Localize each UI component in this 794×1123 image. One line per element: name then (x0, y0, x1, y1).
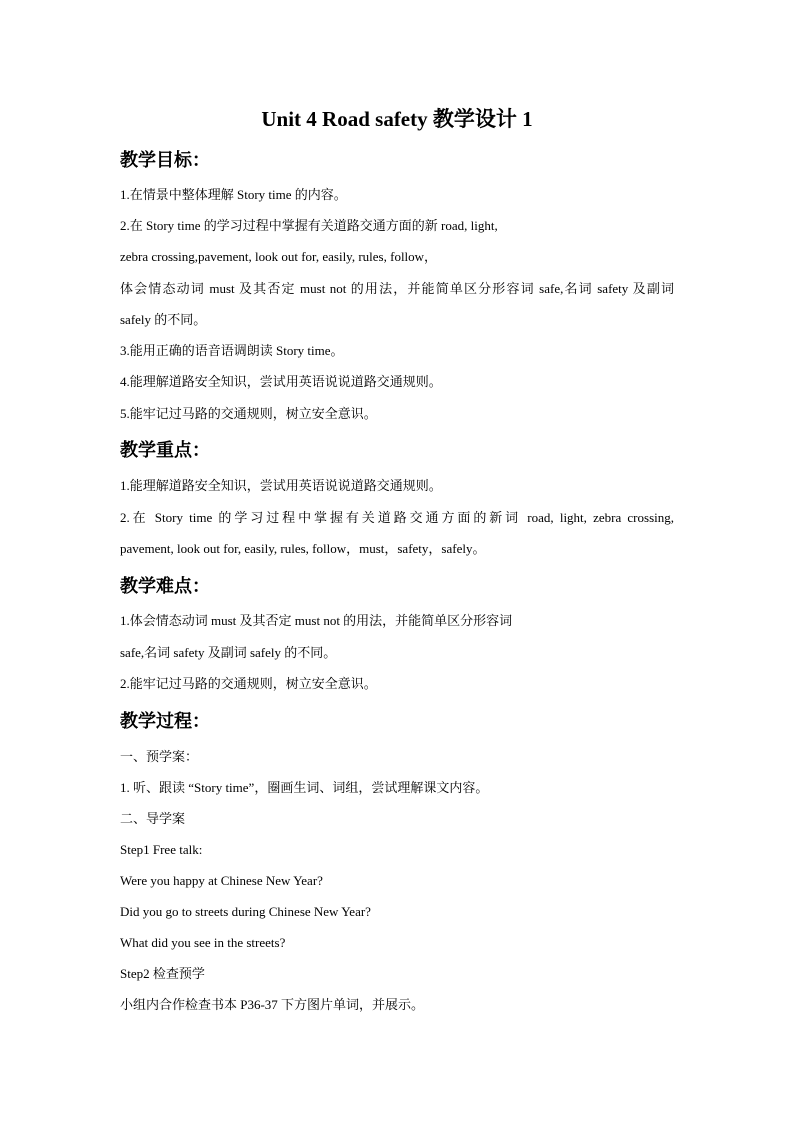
objectives-line: 2.在 Story time 的学习过程中掌握有关道路交通方面的新 road, light, (120, 218, 498, 233)
key-points-line: 2.在 Story time 的学习过程中掌握有关道路交通方面的新词 road, light, zebra crossing, (120, 510, 674, 525)
difficulties-line: 1.体会情态动词 must 及其否定 must not 的用法，并能简单区分形容词 (120, 613, 513, 628)
document-title: Unit 4 Road safety 教学设计 1 (261, 107, 533, 131)
process-line: 一、预学案： (120, 749, 199, 764)
difficulties-line: safe,名词 safety 及副词 safely 的不同。 (120, 645, 337, 660)
difficulties-line: 2.能牢记过马路的交通规则，树立安全意识。 (120, 676, 377, 691)
difficulties-heading: 教学难点： (120, 576, 210, 596)
key-points-heading: 教学重点： (120, 440, 210, 460)
process-line: Were you happy at Chinese New Year? (120, 873, 323, 888)
process-line: 1. 听、跟读 “Story time”，圈画生词、词组，尝试理解课文内容。 (120, 780, 489, 795)
process-line: Step1 Free talk: (120, 842, 203, 857)
process-line: 二、导学案 (120, 811, 186, 826)
objectives-heading: 教学目标： (120, 150, 210, 170)
process-line: What did you see in the streets? (120, 935, 286, 950)
objectives-line: 5.能牢记过马路的交通规则，树立安全意识。 (120, 406, 377, 421)
objectives-line: zebra crossing,pavement, look out for, easily, rules, follow， (120, 249, 438, 264)
process-line: 小组内合作检查书本 P36-37 下方图片单词，并展示。 (120, 997, 425, 1012)
key-points-line: 1.能理解道路安全知识，尝试用英语说说道路交通规则。 (120, 478, 442, 493)
process-heading: 教学过程： (120, 711, 210, 731)
objectives-line: 1.在情景中整体理解 Story time 的内容。 (120, 187, 347, 202)
process-line: Step2 检查预学 (120, 966, 205, 981)
process-line: Did you go to streets during Chinese New Year? (120, 904, 371, 919)
key-points-line: pavement, look out for, easily, rules, follow，must，safety，safely。 (120, 541, 486, 556)
objectives-line: 4.能理解道路安全知识，尝试用英语说说道路交通规则。 (120, 374, 442, 389)
objectives-line: safely 的不同。 (120, 312, 207, 327)
objectives-line: 3.能用正确的语音语调朗读 Story time。 (120, 343, 344, 358)
objectives-line: 体会情态动词 must 及其否定 must not 的用法，并能简单区分形容词 safe,名词 safety 及副词 (120, 281, 674, 296)
